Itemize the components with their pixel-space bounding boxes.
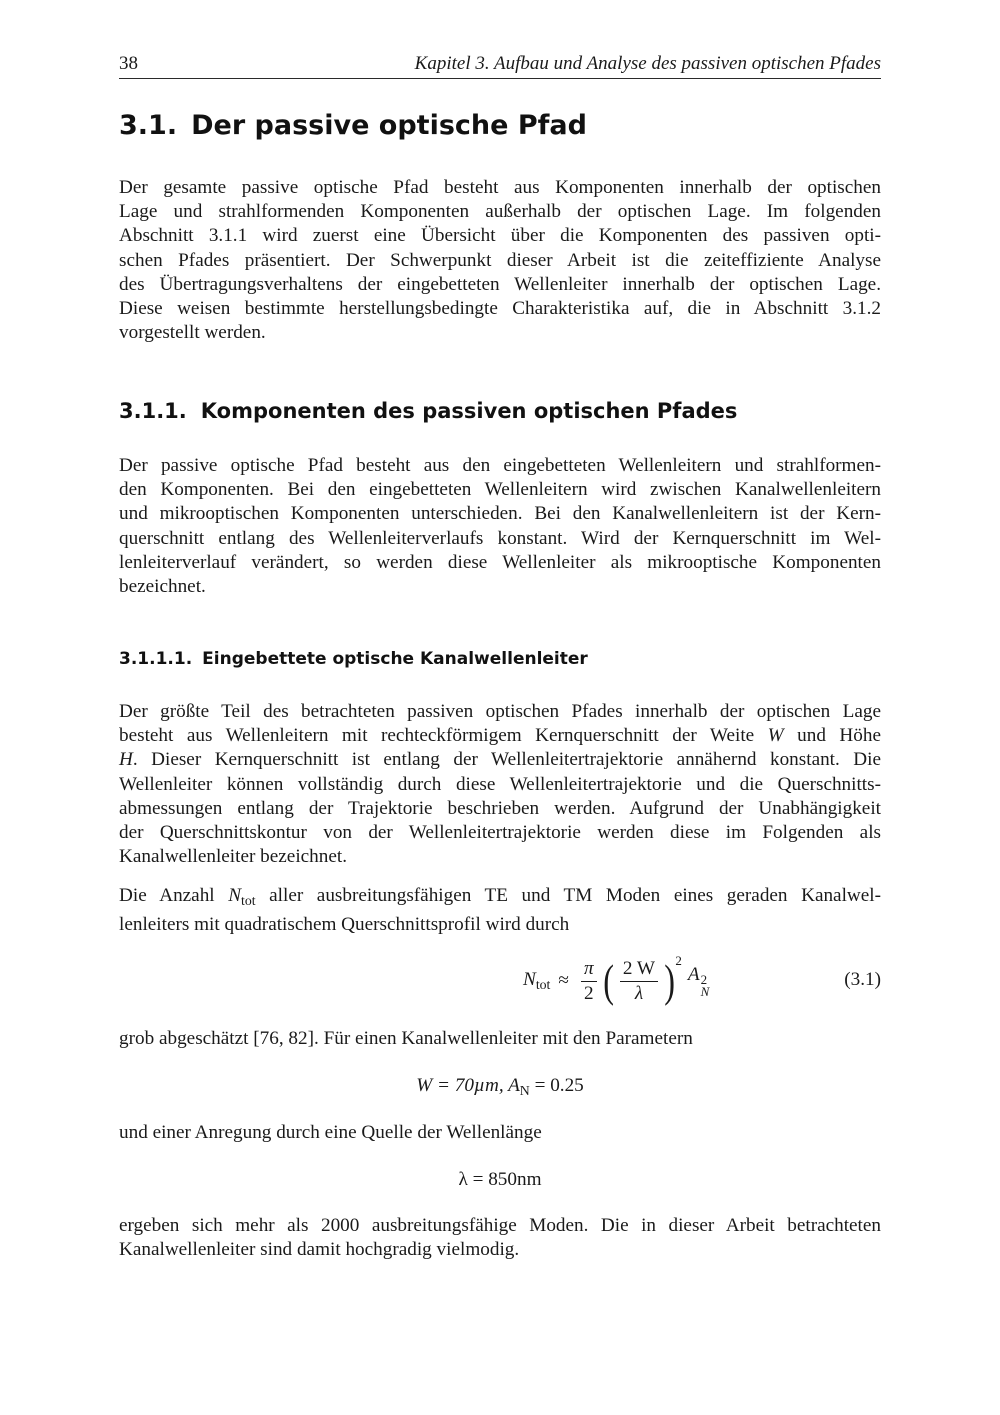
parameters-expression: W = 70µm, A: [416, 1075, 520, 1096]
chapter-title: Kapitel 3. Aufbau und Analyse des passiven optischen Pfades: [414, 53, 881, 74]
ratio-fraction: [620, 958, 658, 1005]
text-line: Kanalwellenleiter sind damit hochgradig vielmodig.: [119, 1239, 520, 1261]
right-paren: ): [664, 955, 676, 1006]
text-line: [119, 748, 881, 772]
text-line: Der größte Teil des betrachteten passiven optischen Pfades innerhalb der optischen Lage: [119, 701, 881, 722]
parameters-subscript: N: [519, 1083, 530, 1099]
text-line: lenleiters mit quadratischem Querschnittsprofil wird durch: [119, 914, 570, 936]
subsubsection-heading: [119, 647, 588, 671]
channel-paragraph-1: [119, 700, 881, 869]
text-line: und mikrooptischen Komponenten unterschieden. Bei den Kanalwellenleitern ist der Kern-: [119, 503, 881, 525]
text-line: ergeben sich mehr als 2000 ausbreitungsfähige Moden. Die in dieser Arbeit betrachteten: [119, 1215, 881, 1236]
coefficient-subscript: N: [700, 984, 710, 999]
text-line: bezeichnet.: [119, 576, 206, 598]
text-line: den Komponenten. Bei den eingebetteten Wellenleitern wird zwischen Kanalwellenleitern: [119, 479, 881, 501]
wavelength-display: [119, 1168, 881, 1192]
text-fragment: Die Anzahl: [119, 885, 229, 906]
text-line: abmessungen entlang der Trajektorie beschrieben werden. Aufgrund der Unabhängigkeit: [119, 797, 881, 819]
text-line: grob abgeschätzt [76, 82]. Für einen Kanalwellenleiter mit den Parametern: [119, 1028, 693, 1049]
square-exponent: 2: [675, 953, 682, 968]
conclusion-paragraph: [119, 1214, 881, 1262]
equation-lhs: [523, 969, 550, 993]
text-fragment: . Dieser Kernquerschnitt ist entlang der Wellenleitertrajektorie annähernd konstant. Die: [132, 749, 881, 771]
coefficient-scripts: [701, 974, 710, 998]
section-title: Der passive optische Pfad: [191, 110, 587, 141]
math-variable: W: [767, 725, 784, 747]
page-number: 38: [119, 53, 138, 74]
text-fragment: aller ausbreitungsfähigen TE und TM Moden eines geraden Kanalwel-: [255, 885, 881, 906]
approx-sign: ≈: [558, 970, 569, 991]
intro-paragraph: [119, 176, 881, 345]
equation-symbol-n: N: [523, 968, 536, 990]
excitation-text: [119, 1121, 881, 1145]
text-line: der Querschnittskontur von der Wellenleitertrajektorie werden diese im Folgenden als: [119, 822, 881, 844]
section-number: 3.1.: [119, 110, 178, 141]
subsection-title: Komponenten des passiven optischen Pfades: [200, 399, 738, 423]
pi-half-fraction: [581, 958, 597, 1005]
fraction-numerator: 2 W: [620, 958, 658, 982]
text-line: Abschnitt 3.1.1 wird zuerst eine Übersicht über die Komponenten des passiven opti-: [119, 225, 881, 247]
after-equation-text: [119, 1027, 881, 1051]
equation-3-1: [119, 951, 881, 1011]
math-variable: N: [228, 885, 241, 906]
text-line: Der gesamte passive optische Pfad besteht aus Komponenten innerhalb der optischen: [119, 177, 881, 198]
fraction-denominator: λ: [634, 982, 644, 1004]
text-line: Lage und strahlformenden Komponenten außerhalb der optischen Lage. Im folgenden: [119, 201, 881, 223]
equation-body: [523, 951, 709, 1011]
channel-paragraph-2: [119, 884, 881, 938]
components-paragraph: [119, 454, 881, 599]
parameters-value: = 0.25: [529, 1075, 584, 1096]
left-paren: (: [602, 955, 614, 1006]
subsection-heading: [119, 397, 737, 425]
text-line: schen Pfades präsentiert. Der Schwerpunkt dieser Arbeit ist die zeiteffiziente Analyse: [119, 249, 881, 271]
text-fragment: und Höhe: [783, 725, 881, 747]
fraction-numerator: π: [581, 958, 597, 982]
text-line: Der passive optische Pfad besteht aus den eingebetteten Wellenleitern und strahlformen-: [119, 455, 881, 476]
equation-symbol-a: A: [687, 964, 700, 985]
text-line: des Übertragungsverhaltens der eingebetteten Wellenleiter innerhalb der optischen Lage.: [119, 273, 881, 295]
text-line: lenleiterverlauf verändert, so werden diese Wellenleiter als mikrooptische Komponenten: [119, 551, 881, 573]
math-subscript: tot: [241, 893, 256, 909]
text-line: [119, 724, 881, 748]
coefficient-superscript: 2: [700, 972, 708, 987]
subsection-number: 3.1.1.: [119, 399, 187, 423]
text-fragment: besteht aus Wellenleitern mit rechteckförmigem Kernquerschnitt der Weite: [119, 725, 768, 747]
text-line: [119, 884, 881, 913]
parameters-display: [119, 1074, 881, 1103]
text-line: vorgestellt werden.: [119, 322, 266, 344]
math-variable: H: [119, 749, 133, 771]
subsubsection-title: Eingebettete optische Kanalwellenleiter: [202, 649, 588, 669]
text-line: Diese weisen bestimmte herstellungsbedingte Charakteristika auf, die in Abschnitt 3.1.2: [119, 298, 881, 320]
text-line: querschnitt entlang des Wellenleiterverlaufs konstant. Wird der Kernquerschnitt im Wel-: [119, 527, 881, 549]
equation-number: (3.1): [844, 969, 881, 990]
wavelength-expression: λ = 850nm: [458, 1169, 542, 1190]
text-line: Kanalwellenleiter bezeichnet.: [119, 846, 347, 868]
text-line: Wellenleiter können vollständig durch diese Wellenleitertrajektorie und die Querschnitts-: [119, 773, 881, 795]
running-header: [119, 52, 881, 79]
text-line: und einer Anregung durch eine Quelle der Wellenlänge: [119, 1122, 542, 1143]
section-heading: [119, 108, 587, 144]
fraction-denominator: 2: [583, 982, 594, 1004]
equation-coefficient: [688, 964, 709, 998]
equation-lhs-subscript: tot: [535, 977, 551, 993]
subsubsection-number: 3.1.1.1.: [119, 649, 193, 669]
